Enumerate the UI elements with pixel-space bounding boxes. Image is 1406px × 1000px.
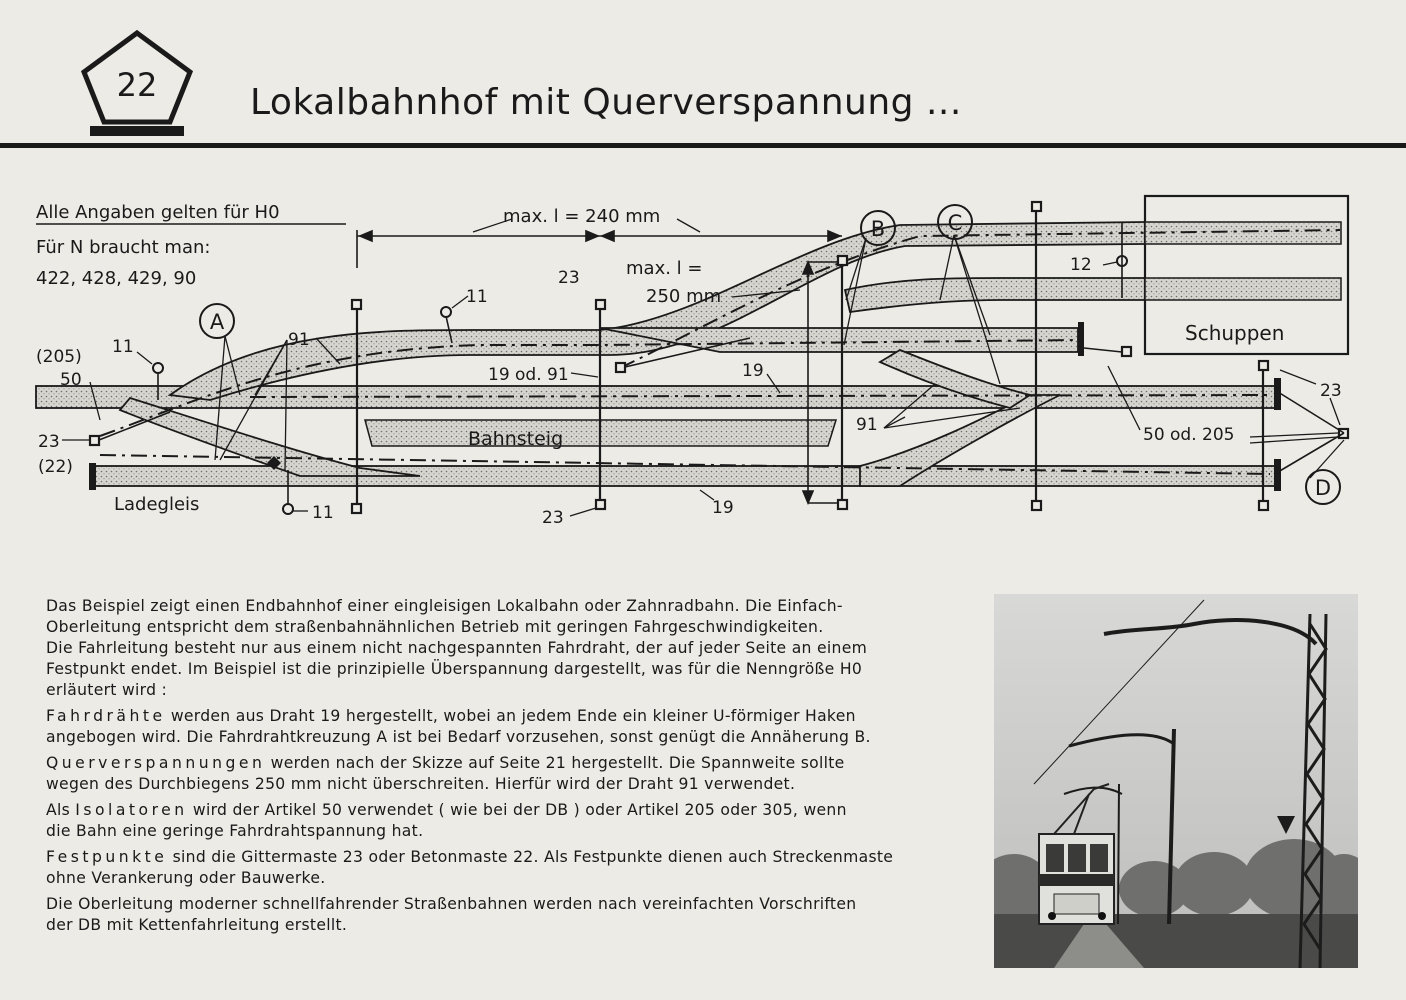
label-19-bottom: 19 <box>712 498 734 518</box>
buffer-stop-loading <box>89 463 96 490</box>
label-23-bottom: 23 <box>542 508 564 528</box>
label-50od205: 50 od. 205 <box>1143 425 1235 445</box>
span-top: max. l = 240 mm <box>503 206 661 227</box>
shed-inner-track-2 <box>1145 278 1341 300</box>
para2-line1: werden aus Draht 19 hergestellt, wobei an jedem Ende ein kleiner U-förmiger Haken <box>165 707 856 725</box>
para4-line1: wird der Artikel 50 verwendet ( wie bei der DB ) oder Artikel 205 oder 305, wenn <box>187 801 847 819</box>
para6-line1: Die Oberleitung moderner schnellfahrender Straßenbahnen werden nach vereinfachten Vorschriften <box>46 895 857 913</box>
para1-line5: erläutert wird : <box>46 681 168 699</box>
label-22: (22) <box>38 457 73 477</box>
para6-line2: der DB mit Kettenfahrleitung erstellt. <box>46 916 348 934</box>
callout-a: A <box>209 310 225 334</box>
buffer-stop-stub <box>1078 322 1084 356</box>
paragraph-insulators <box>46 800 976 842</box>
callout-c: C <box>947 211 963 235</box>
label-11-mid: 11 <box>466 287 488 307</box>
para4-line2: die Bahn eine geringe Fahrdrahtspannung hat. <box>46 822 424 840</box>
platform-label: Bahnsteig <box>468 428 564 450</box>
callout-d: D <box>1314 476 1332 500</box>
label-23-left: 23 <box>38 432 60 452</box>
para1-line1: Das Beispiel zeigt einen Endbahnhof einer eingleisigen Lokalbahn oder Zahnradbahn. Die Einfach- <box>46 597 843 615</box>
track-diagram <box>0 150 1406 550</box>
label-91-right: 91 <box>856 415 878 435</box>
label-11-top-left: 11 <box>112 337 134 357</box>
paragraph-contact-wires <box>46 706 976 748</box>
buffer-stop-loading-right <box>1274 459 1281 491</box>
label-11-bottom: 11 <box>312 503 334 523</box>
label-50: 50 <box>60 370 82 390</box>
paragraph-cross-spans <box>46 753 976 795</box>
scale-note: Alle Angaben gelten für H0 <box>36 202 280 223</box>
shed-track-2 <box>845 278 1145 312</box>
body-text <box>46 596 976 941</box>
paragraph-fixed-points <box>46 847 976 889</box>
label-91-top: 91 <box>288 330 310 350</box>
page-title: Lokalbahnhof mit Querverspannung ... <box>250 82 962 123</box>
upper-loop-track <box>170 222 1145 400</box>
para1-line2: Oberleitung entspricht dem straßenbahnähnlichen Betrieb mit geringen Fahrgeschwindigkeiten. <box>46 618 824 636</box>
para5-line1: sind die Gittermaste 23 oder Betonmaste 22. Als Festpunkte dienen auch Streckenmaste <box>167 848 894 866</box>
label-23-right: 23 <box>1320 381 1342 401</box>
para3-line1: werden nach der Skizze auf Seite 21 hergestellt. Die Spannweite sollte <box>265 754 845 772</box>
callout-b: B <box>870 217 886 241</box>
loading-track <box>92 466 1280 486</box>
span-vertical-line2: 250 mm <box>646 286 722 307</box>
para2-term: Fahrdrähte <box>46 707 166 725</box>
label-19od91: 19 od. 91 <box>488 365 569 385</box>
para3-term: Querverspannungen <box>46 754 266 772</box>
shed-label: Schuppen <box>1185 321 1285 345</box>
paragraph-modern <box>46 894 976 936</box>
badge-base <box>90 126 184 136</box>
label-12: 12 <box>1070 255 1092 275</box>
page-number: 22 <box>116 66 158 104</box>
para4-term: Isolatoren <box>75 801 188 819</box>
title-rule <box>0 143 1406 148</box>
page-number-badge <box>78 28 196 138</box>
para5-term: Festpunkte <box>46 848 168 866</box>
loading-track-label: Ladegleis <box>114 494 200 515</box>
label-19-mid: 19 <box>742 361 764 381</box>
n-scale-line2: 422, 428, 429, 90 <box>36 268 197 289</box>
span-vertical-line1: max. l = <box>626 258 703 279</box>
label-205: (205) <box>36 347 82 367</box>
paragraph-intro <box>46 596 976 701</box>
para1-line3: Die Fahrleitung besteht nur aus einem nicht nachgespannten Fahrdraht, der auf jeder Seite an einem <box>46 639 868 657</box>
para2-line2: angebogen wird. Die Fahrdrahtkreuzung A ist bei Bedarf vorzusehen, sonst genügt die Annäherung B. <box>46 728 871 746</box>
para3-line2: wegen des Durchbiegens 250 mm nicht überschreiten. Hierfür wird der Draht 91 verwendet. <box>46 775 796 793</box>
n-scale-line1: Für N braucht man: <box>36 237 211 258</box>
para1-line4: Festpunkt endet. Im Beispiel ist die prinzipielle Überspannung dargestellt, was für die Nenngröße H0 <box>46 660 863 678</box>
tram-photo <box>994 594 1358 968</box>
para5-line2: ohne Verankerung oder Bauwerke. <box>46 869 326 887</box>
para4-prefix: Als <box>46 801 76 819</box>
stub-track <box>600 328 1078 352</box>
label-23-mid: 23 <box>558 268 580 288</box>
